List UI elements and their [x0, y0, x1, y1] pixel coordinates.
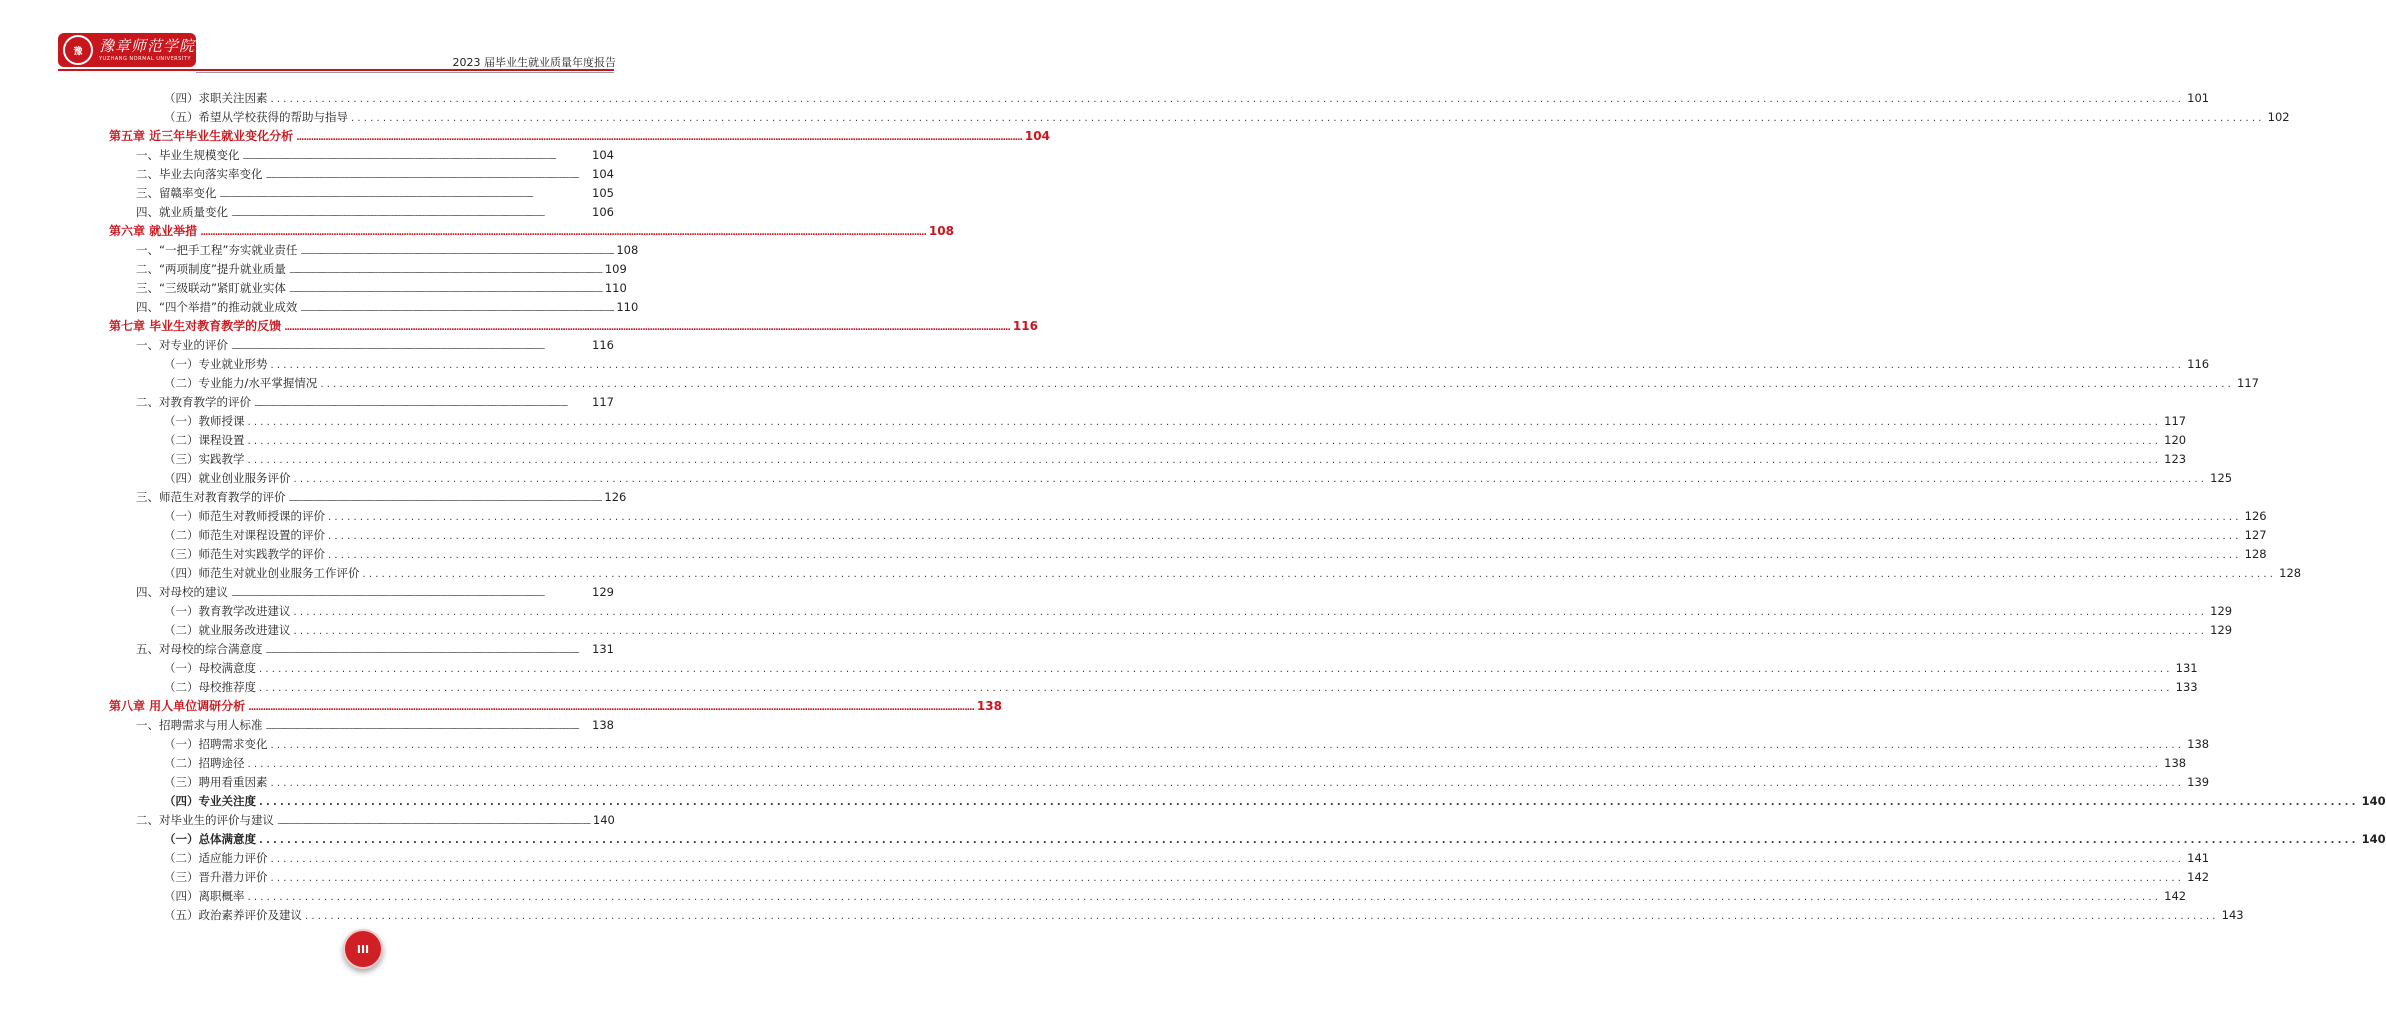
toc-entry-sec[interactable] — [0, 145, 614, 164]
toc-entry-sub[interactable] — [0, 107, 2290, 126]
toc-entry-title: （二）专业能力/水平掌握情况 — [164, 375, 318, 390]
toc-entry-page: 101 — [2187, 90, 2210, 105]
page-number-badge: III — [343, 929, 383, 969]
toc-entry-title: 第七章 毕业生对教育教学的反馈 — [109, 319, 282, 333]
toc-entry-sub[interactable] — [0, 449, 2187, 468]
toc-entry-page: 131 — [2175, 660, 2198, 675]
toc-entry-chap[interactable] — [0, 126, 1050, 145]
toc-leader-dots: ............................................................................................................................................................................................................................................................................................................ — [265, 646, 579, 655]
toc-entry-sub[interactable] — [0, 601, 2233, 620]
toc-entry-title: （四）就业创业服务评价 — [164, 470, 291, 485]
toc-leader-dots: ............................................................................................................................................................................................................................................................................................................ — [293, 474, 2208, 485]
toc-entry-title: （三）晋升潜力评价 — [164, 869, 268, 884]
toc-leader-dots: ............................................................................................................................................................................................................................................................................................................ — [265, 171, 579, 180]
toc-entry-page: 108 — [616, 242, 639, 257]
table-of-contents — [0, 88, 2386, 924]
university-seal-icon: 豫 — [63, 35, 93, 65]
toc-leader-dots: ............................................................................................................................................................................................................................................................................................................ — [219, 190, 533, 199]
toc-entry-title: 三、师范生对教育教学的评价 — [136, 489, 286, 504]
toc-leader-dots: ............................................................................................................................................................................................................................................................................................................ — [270, 778, 2185, 789]
toc-entry-title: （一）总体满意度 — [164, 831, 256, 846]
toc-entry-title: 二、对毕业生的评价与建议 — [136, 812, 274, 827]
toc-entry-page: 108 — [928, 223, 954, 238]
toc-leader-dots: ............................................................................................................................................................................................................................................................................................................ — [270, 740, 2185, 751]
toc-entry-page: 141 — [2187, 850, 2210, 865]
toc-leader-dots: ............................................................................................................................................................................................................................................................................................................ — [270, 360, 2185, 371]
toc-entry-sub[interactable] — [0, 544, 2267, 563]
toc-entry-title: 第六章 就业举措 — [109, 224, 198, 238]
toc-entry-sec[interactable] — [0, 810, 614, 829]
toc-leader-dots: ............................................................................................................................................................................................................................................................................................................ — [288, 285, 602, 294]
toc-entry-sub[interactable] — [0, 848, 2210, 867]
toc-leader-dots: ............................................................................................................................................................................................................................................................................................................ — [247, 417, 2162, 428]
toc-entry-sec[interactable] — [0, 392, 614, 411]
toc-entry-sec[interactable] — [0, 639, 614, 658]
toc-entry-title: 一、“一把手工程”夯实就业责任 — [136, 242, 298, 257]
toc-entry-page: 110 — [616, 299, 639, 314]
toc-entry-title: （四）师范生对就业创业服务工作评价 — [164, 565, 360, 580]
toc-entry-title: （一）师范生对教师授课的评价 — [164, 508, 325, 523]
header-divider-thin — [196, 72, 614, 73]
toc-leader-dots: ............................................................................................................................................................................................................................................................................................................ — [259, 683, 2173, 694]
toc-leader-dots: ............................................................................................................................................................................................................................................................................................................ — [242, 152, 556, 161]
toc-entry-title: 第五章 近三年毕业生就业变化分析 — [109, 129, 294, 143]
toc-leader-dots: ............................................................................................................................................................................................................................................................................................................ — [231, 209, 544, 218]
toc-leader-dots: ............................................................................................................................................................................................................................................................................................................ — [259, 664, 2173, 675]
toc-leader-dots: ............................................................................................................................................................................................................................................................................................................ — [293, 607, 2208, 618]
toc-entry-page: 104 — [1024, 128, 1050, 143]
toc-entry-sec[interactable] — [0, 259, 627, 278]
toc-leader-dots: ............................................................................................................................................................................................................................................................................................................ — [248, 702, 974, 713]
toc-entry-page: 110 — [604, 280, 627, 295]
toc-entry-sub[interactable] — [0, 373, 2259, 392]
toc-entry-sec[interactable] — [0, 297, 639, 316]
toc-entry-sec[interactable] — [0, 715, 614, 734]
toc-entry-chap[interactable] — [0, 316, 1038, 335]
toc-entry-title: （四）求职关注因素 — [164, 90, 268, 105]
report-title: 2023 届毕业生就业质量年度报告 — [452, 56, 616, 69]
toc-entry-page: 140 — [592, 812, 615, 827]
toc-entry-title: （二）师范生对课程设置的评价 — [164, 527, 325, 542]
toc-entry-page: 140 — [2361, 793, 2386, 808]
toc-leader-dots: ............................................................................................................................................................................................................................................................................................................ — [200, 227, 926, 238]
toc-leader-dots: ............................................................................................................................................................................................................................................................................................................ — [288, 266, 602, 275]
toc-entry-title: （五）政治素养评价及建议 — [164, 907, 302, 922]
toc-leader-dots: ............................................................................................................................................................................................................................................................................................................ — [270, 854, 2185, 865]
toc-leader-dots: ............................................................................................................................................................................................................................................................................................................ — [296, 132, 1022, 143]
toc-entry-title: （一）母校满意度 — [164, 660, 256, 675]
toc-entry-sub[interactable] — [0, 867, 2210, 886]
toc-entry-sec[interactable] — [0, 183, 614, 202]
toc-entry-sub[interactable] — [0, 88, 2210, 107]
toc-leader-dots: ............................................................................................................................................................................................................................................................................................................ — [305, 911, 2219, 922]
toc-entry-page: 129 — [2210, 603, 2233, 618]
toc-entry-title: 二、“两项制度”提升就业质量 — [136, 261, 286, 276]
toc-entry-page: 140 — [2361, 831, 2386, 846]
toc-entry-title: 四、对母校的建议 — [136, 584, 228, 599]
toc-entry-page: 117 — [2237, 375, 2259, 390]
toc-leader-dots: ............................................................................................................................................................................................................................................................................................................ — [265, 722, 579, 731]
toc-entry-title: （五）希望从学校获得的帮助与指导 — [164, 109, 348, 124]
toc-leader-dots: ............................................................................................................................................................................................................................................................................................................ — [320, 379, 2234, 390]
toc-leader-dots: ............................................................................................................................................................................................................................................................................................................ — [259, 835, 2359, 846]
toc-leader-dots: ............................................................................................................................................................................................................................................................................................................ — [247, 759, 2162, 770]
toc-entry-page: 116 — [1012, 318, 1038, 333]
toc-leader-dots: ............................................................................................................................................................................................................................................................................................................ — [293, 626, 2208, 637]
header-divider — [58, 69, 614, 71]
toc-entry-page: 126 — [604, 489, 627, 504]
toc-entry-page: 127 — [2244, 527, 2267, 542]
toc-entry-sec[interactable] — [0, 278, 627, 297]
toc-entry-page: 123 — [2164, 451, 2187, 466]
toc-leader-dots: ............................................................................................................................................................................................................................................................................................................ — [284, 322, 1010, 333]
toc-entry-title: 二、毕业去向落实率变化 — [136, 166, 263, 181]
toc-entry-page: 125 — [2210, 470, 2233, 485]
toc-entry-title: （三）实践教学 — [164, 451, 245, 466]
toc-leader-dots: ............................................................................................................................................................................................................................................................................................................ — [277, 817, 590, 826]
toc-entry-sec[interactable] — [0, 240, 639, 259]
toc-entry-page: 120 — [2164, 432, 2187, 447]
toc-entry-page: 138 — [2164, 755, 2187, 770]
toc-entry-sub[interactable] — [0, 430, 2187, 449]
toc-entry-page: 116 — [592, 337, 614, 352]
toc-entry-page: 105 — [592, 185, 614, 200]
university-logo — [58, 33, 196, 67]
toc-entry-sub[interactable] — [0, 753, 2187, 772]
toc-entry-page: 104 — [592, 166, 614, 181]
toc-entry-title: 四、就业质量变化 — [136, 204, 228, 219]
logo-english-name: YUZHANG NORMAL UNIVERSITY — [99, 55, 191, 62]
toc-entry-page: 116 — [2187, 356, 2210, 371]
toc-entry-title: 三、留赣率变化 — [136, 185, 217, 200]
toc-entry-chap[interactable] — [0, 221, 954, 240]
toc-entry-title: （二）课程设置 — [164, 432, 245, 447]
logo-chinese-name: 豫章师范学院 — [99, 36, 196, 55]
toc-entry-page: 102 — [2267, 109, 2290, 124]
toc-entry-sub[interactable] — [0, 658, 2198, 677]
toc-entry-title: （一）教育教学改进建议 — [164, 603, 291, 618]
toc-entry-sub[interactable] — [0, 886, 2187, 905]
toc-entry-title: 一、招聘需求与用人标准 — [136, 717, 263, 732]
toc-entry-title: 五、对母校的综合满意度 — [136, 641, 263, 656]
toc-entry-sub[interactable] — [0, 734, 2210, 753]
toc-entry-page: 117 — [592, 394, 614, 409]
toc-entry-page: 142 — [2164, 888, 2187, 903]
toc-entry-title: （三）师范生对实践教学的评价 — [164, 546, 325, 561]
toc-entry-page: 129 — [592, 584, 614, 599]
toc-entry-sub[interactable] — [0, 506, 2267, 525]
toc-entry-title: （四）离职概率 — [164, 888, 245, 903]
toc-entry-page: 142 — [2187, 869, 2210, 884]
toc-leader-dots: ............................................................................................................................................................................................................................................................................................................ — [300, 247, 614, 256]
toc-leader-dots: ............................................................................................................................................................................................................................................................................................................ — [362, 569, 2277, 580]
toc-entry-sec[interactable] — [0, 582, 614, 601]
toc-leader-dots: ............................................................................................................................................................................................................................................................................................................ — [270, 94, 2185, 105]
toc-leader-dots: ............................................................................................................................................................................................................................................................................................................ — [328, 531, 2242, 542]
toc-entry-page: 128 — [2244, 546, 2267, 561]
toc-leader-dots: ............................................................................................................................................................................................................................................................................................................ — [270, 873, 2185, 884]
toc-entry-title: （四）专业关注度 — [164, 793, 256, 808]
toc-entry-sub[interactable] — [0, 620, 2233, 639]
toc-entry-sub[interactable] — [0, 411, 2187, 430]
toc-entry-sub[interactable] — [0, 563, 2302, 582]
toc-entry-sec[interactable] — [0, 164, 614, 183]
toc-entry-title: （一）招聘需求变化 — [164, 736, 268, 751]
toc-leader-dots: ............................................................................................................................................................................................................................................................................................................ — [351, 113, 2265, 124]
toc-leader-dots: ............................................................................................................................................................................................................................................................................................................ — [231, 589, 544, 598]
toc-leader-dots: ............................................................................................................................................................................................................................................................................................................ — [328, 512, 2242, 523]
toc-entry-title: （一）教师授课 — [164, 413, 245, 428]
toc-entry-page: 128 — [2279, 565, 2302, 580]
toc-leader-dots: ............................................................................................................................................................................................................................................................................................................ — [300, 304, 614, 313]
toc-entry-sec[interactable] — [0, 202, 614, 221]
page-header — [0, 0, 724, 72]
toc-leader-dots: ............................................................................................................................................................................................................................................................................................................ — [247, 436, 2162, 447]
toc-entry-title: 四、“四个举措”的推动就业成效 — [136, 299, 298, 314]
toc-entry-page: 131 — [592, 641, 614, 656]
toc-entry-title: （二）就业服务改进建议 — [164, 622, 291, 637]
toc-leader-dots: ............................................................................................................................................................................................................................................................................................................ — [288, 494, 602, 503]
toc-entry-sub[interactable] — [0, 791, 2386, 810]
toc-entry-sub[interactable] — [0, 468, 2233, 487]
toc-entry-sub[interactable] — [0, 829, 2386, 848]
toc-entry-chap[interactable] — [0, 696, 1002, 715]
toc-entry-page: 138 — [592, 717, 614, 732]
toc-entry-title: （一）专业就业形势 — [164, 356, 268, 371]
toc-entry-sub[interactable] — [0, 772, 2210, 791]
toc-leader-dots: ............................................................................................................................................................................................................................................................................................................ — [254, 399, 567, 408]
toc-entry-title: 三、“三级联动”紧盯就业实体 — [136, 280, 286, 295]
toc-entry-title: （二）母校推荐度 — [164, 679, 256, 694]
toc-entry-title: 第八章 用人单位调研分析 — [109, 699, 246, 713]
toc-leader-dots: ............................................................................................................................................................................................................................................................................................................ — [247, 892, 2162, 903]
toc-entry-page: 129 — [2210, 622, 2233, 637]
toc-leader-dots: ............................................................................................................................................................................................................................................................................................................ — [231, 342, 544, 351]
toc-entry-sub[interactable] — [0, 525, 2267, 544]
toc-entry-title: （三）聘用看重因素 — [164, 774, 268, 789]
toc-entry-title: 一、对专业的评价 — [136, 337, 228, 352]
toc-entry-page: 139 — [2187, 774, 2210, 789]
toc-entry-page: 104 — [592, 147, 614, 162]
toc-entry-page: 143 — [2221, 907, 2244, 922]
toc-leader-dots: ............................................................................................................................................................................................................................................................................................................ — [259, 797, 2359, 808]
toc-entry-sec[interactable] — [0, 335, 614, 354]
toc-entry-sub[interactable] — [0, 905, 2244, 924]
toc-leader-dots: ............................................................................................................................................................................................................................................................................................................ — [328, 550, 2242, 561]
toc-leader-dots: ............................................................................................................................................................................................................................................................................................................ — [247, 455, 2162, 466]
toc-entry-title: （二）适应能力评价 — [164, 850, 268, 865]
toc-entry-page: 138 — [2187, 736, 2210, 751]
toc-entry-title: （二）招聘途径 — [164, 755, 245, 770]
toc-entry-sub[interactable] — [0, 354, 2210, 373]
toc-entry-page: 109 — [604, 261, 627, 276]
toc-entry-title: 一、毕业生规模变化 — [136, 147, 240, 162]
toc-entry-page: 138 — [976, 698, 1002, 713]
toc-entry-page: 117 — [2164, 413, 2187, 428]
toc-entry-sec[interactable] — [0, 487, 627, 506]
toc-entry-page: 126 — [2244, 508, 2267, 523]
toc-entry-sub[interactable] — [0, 677, 2198, 696]
toc-entry-page: 133 — [2175, 679, 2198, 694]
toc-entry-title: 二、对教育教学的评价 — [136, 394, 251, 409]
toc-entry-page: 106 — [592, 204, 614, 219]
